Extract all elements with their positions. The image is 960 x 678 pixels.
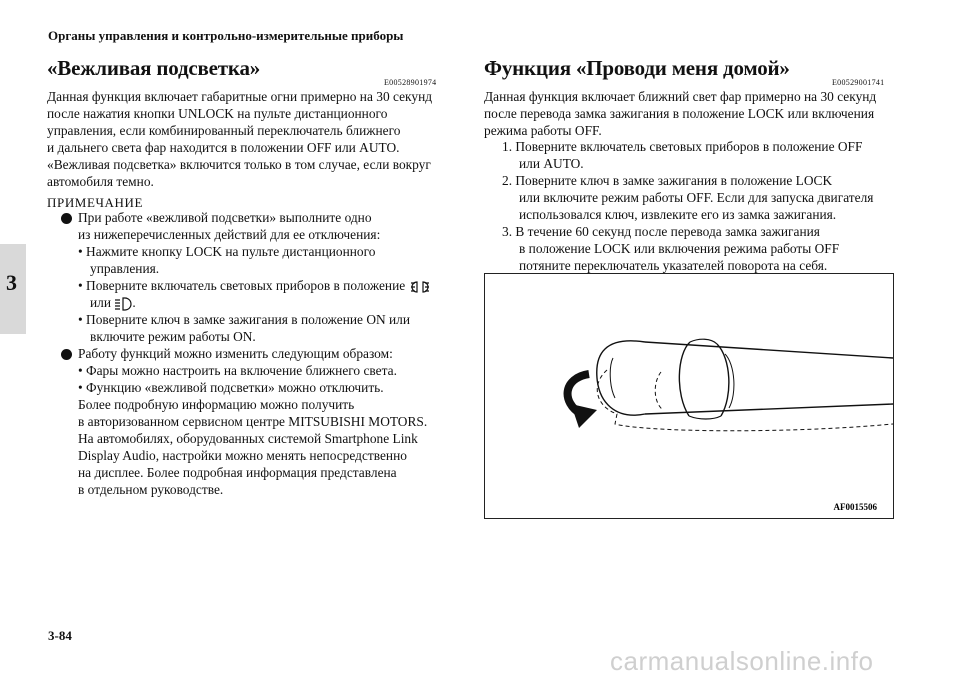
note-sub-3 <box>78 311 410 345</box>
courtesy-light-paragraph <box>47 88 432 190</box>
bullet-icon <box>61 349 72 360</box>
section-code: E00529001741 <box>832 78 885 87</box>
text-line: • Поверните ключ в замке зажигания в положение ON или <box>78 312 411 327</box>
text-line: управления. <box>90 261 160 276</box>
text-line: Данная функция включает ближний свет фар примерно на 30 секунд <box>484 89 877 104</box>
follow-me-home-paragraph <box>484 88 876 139</box>
watermark: carmanualsonline.info <box>610 646 874 676</box>
section-code: E00528901974 <box>384 78 437 87</box>
running-header: Органы управления и контрольно-измерительные приборы <box>48 28 404 43</box>
page-number: 3-84 <box>48 628 72 643</box>
text-line: Работу функций можно изменить следующим образом: <box>78 346 393 361</box>
text-line: Display Audio, настройки можно менять непосредственно <box>78 448 407 463</box>
section-title-follow-me-home: Функция «Проводи меня домой» <box>484 56 790 80</box>
note-bullet-2 <box>78 345 427 498</box>
text-line: из нижеперечисленных действий для ее отключения: <box>78 227 381 242</box>
text-line: управления, если комбинированный переключатель ближнего <box>47 123 401 138</box>
text-line: • Поверните включатель световых приборов в положение <box>78 278 406 293</box>
text-line: в отдельном руководстве. <box>78 482 224 497</box>
text-line: или включите режим работы OFF. Если для запуска двигателя <box>519 190 874 205</box>
text-line: • Нажмите кнопку LOCK на пульте дистанционного <box>78 244 376 259</box>
steps-list <box>502 138 873 274</box>
text-line: Данная функция включает габаритные огни примерно на 30 секунд <box>47 89 433 104</box>
turn-signal-lever-illustration <box>485 274 893 518</box>
parking-lights-icon <box>409 280 431 294</box>
section-title-courtesy-light: «Вежливая подсветка» <box>47 56 261 80</box>
text-line: или AUTO. <box>519 156 584 171</box>
note-sub-2 <box>78 277 431 311</box>
note-bullet-1 <box>78 209 380 243</box>
text-line: «Вежливая подсветка» включится только в том случае, если вокруг <box>47 157 431 172</box>
text-line: • Фары можно настроить на включение ближнего света. <box>78 363 397 378</box>
period: . <box>132 295 136 310</box>
chapter-number: 3 <box>6 270 17 295</box>
text-line: в авторизованном сервисном центре MITSUBISHI MOTORS. <box>78 414 428 429</box>
bullet-icon <box>61 213 72 224</box>
text-line: режима работы OFF. <box>484 123 602 138</box>
note-title: ПРИМЕЧАНИЕ <box>47 195 144 210</box>
text-line: после перевода замка зажигания в положение LOCK или включения <box>484 106 875 121</box>
text-line: и дальнего света фар находится в положении OFF или AUTO. <box>47 140 400 155</box>
lever-illustration-frame <box>484 273 894 519</box>
text-line: на дисплее. Более подробная информация представлена <box>78 465 397 480</box>
step-3: 3. В течение 60 секунд после перевода замка зажигания <box>502 224 820 239</box>
text-line: автомобиля темно. <box>47 174 154 189</box>
text-line: Более подробную информацию можно получить <box>78 397 355 412</box>
text-line: • Функцию «вежливой подсветки» можно отключить. <box>78 380 384 395</box>
text-line: включите режим работы ON. <box>90 329 256 344</box>
text-line: после нажатия кнопки UNLOCK на пульте дистанционного <box>47 106 388 121</box>
step-2: 2. Поверните ключ в замке зажигания в положение LOCK <box>502 173 833 188</box>
text-line: или <box>90 295 112 310</box>
text-line: использовался ключ, извлеките его из замка зажигания. <box>519 207 837 222</box>
headlight-icon <box>114 297 132 311</box>
text-line: в положение LOCK или включения режима работы OFF <box>519 241 840 256</box>
figure-code: AF0015506 <box>833 502 877 512</box>
note-sub-1 <box>78 243 375 277</box>
step-1: 1. Поверните включатель световых приборов в положение OFF <box>502 139 863 154</box>
text-line: потяните переключатель указателей поворота на себя. <box>519 258 828 273</box>
text-line: На автомобилях, оборудованных системой Smartphone Link <box>78 431 418 446</box>
text-line: При работе «вежливой подсветки» выполните одно <box>78 210 372 225</box>
